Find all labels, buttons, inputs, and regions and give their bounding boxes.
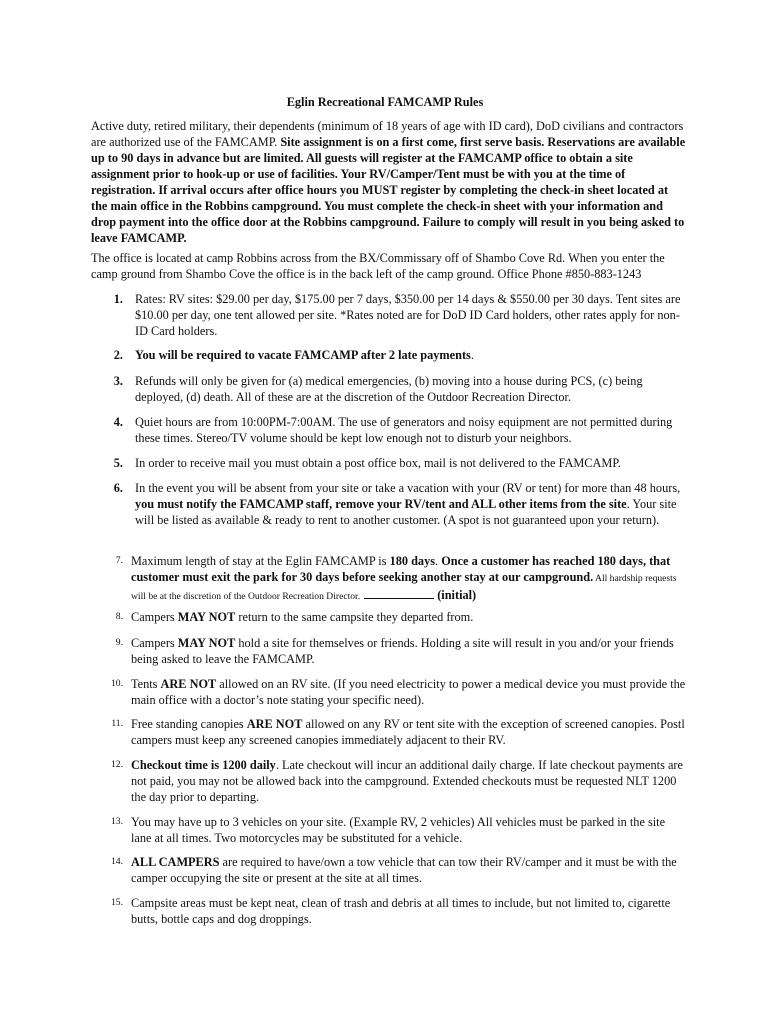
rule-text-part: Tents (131, 677, 161, 691)
rule-text-part: Free standing canopies (131, 717, 247, 731)
rule-text (135, 291, 687, 339)
rule-text-part: Maximum length of stay at the Eglin FAMCAMP is (131, 554, 390, 568)
rule-number: 13. (111, 816, 123, 827)
rule-text-part: Campers (131, 636, 178, 650)
rule-text-part: In order to receive mail you must obtain a post office box, mail is not delivered to the FAMCAMP. (135, 456, 621, 470)
rule-number: 10. (111, 678, 123, 689)
intro-text: Active duty, retired military, their dependents (minimum of 18 years of age with ID card), DoD civilians and contractors are authorized use of the FAMCAMP. (91, 119, 684, 149)
rule-number: 12. (111, 759, 123, 770)
rule-number: 1. (113, 292, 123, 306)
rule-text (135, 414, 687, 446)
rule-number: 4. (113, 415, 123, 429)
rule-text (131, 553, 687, 605)
rule-text-part: hold a site for themselves or friends. Holding a site will result in you and/or your friends being asked to leave the FAMCAMP. (131, 636, 674, 666)
rule-number: 2. (113, 348, 123, 362)
rule-text-bold: MAY NOT (177, 610, 236, 624)
rule-text-bold: you must notify the FAMCAMP staff, remove your RV/tent and ALL other items from the site (135, 497, 627, 511)
rule-text-part: . (435, 554, 442, 568)
rule-number: 5. (113, 456, 123, 470)
rule-text (135, 373, 687, 405)
rule-number: 8. (115, 611, 123, 622)
rule-text-part: . Late checkout will incur an additional daily charge. If late checkout payments are not paid, you may not be allowed back into the campground. Extended checkouts must be requested NLT 1200 the day prior to departing. (131, 758, 683, 804)
initial-blank-line[interactable] (364, 587, 434, 599)
rule-text-part: . (470, 348, 474, 362)
rule-text-bold: ARE NOT (246, 717, 303, 731)
rule-number: 9. (115, 637, 123, 648)
rule-text-bold: MAY NOT (177, 636, 236, 650)
rule-text (131, 716, 687, 748)
rule-text-part: Refunds will only be given for (a) medical emergencies, (b) moving into a house during PCS, (c) being deployed, (d) death. All of these are at the discretion of the Outdoor Recreation Director. (135, 374, 643, 404)
rule-text-part: allowed on an RV site. (If you need electricity to power a medical device you must provide the main office with a doctor’s note stating your specific need). (131, 677, 686, 707)
rule-text-bold: ALL CAMPERS (131, 855, 220, 869)
rule-text (131, 676, 687, 708)
intro-bold-text: Site assignment is on a first come, first serve basis. Reservations are available up to 90 days in advance but are limited. All guests will register at the FAMCAMP office to obtain a site assignment prior to hook-up or use of facilities. Your RV/Camper/Tent must be with you at the time of registration. If arrival occurs after office hours you MUST register by completing the check-in sheet located at the main office in the Robbins campground. You must complete the check-in sheet with your information and drop payment into the office door at the Robbins campground. Failure to comply will result in you being asked to leave FAMCAMP. (91, 135, 686, 245)
rule-text-part: Campsite areas must be kept neat, clean of trash and debris at all times to include, but not limited to, cigarette butts, bottle caps and dog droppings. (131, 896, 671, 926)
rule-text-part: Campers (131, 610, 178, 624)
rule-text-part: You may have up to 3 vehicles on your site. (Example RV, 2 vehicles) All vehicles must be parked in the site lane at all times. Two motorcycles may be substituted for a vehicle. (131, 815, 666, 845)
rule-text-part: Quiet hours are from 10:00PM-7:00AM. The use of generators and noisy equipment are not permitted during these times. Stereo/TV volume should be kept low enough not to disturb your neighbors. (135, 415, 673, 445)
rule-text (131, 609, 687, 625)
rule-text (131, 757, 687, 805)
rule-text (131, 895, 687, 927)
rule-text-bold: ARE NOT (160, 677, 217, 691)
rule-text-part: In the event you will be absent from your site or take a vacation with your (RV or tent) for more than 48 hours, (135, 481, 681, 495)
rule-number: 14. (111, 856, 123, 867)
rule-text-bold: 180 days (389, 554, 436, 568)
rule-text (131, 814, 687, 846)
initial-label: (initial) (437, 588, 477, 602)
rule-text-part: are required to have/own a tow vehicle that can tow their RV/camper and it must be with the camper occupying the site or present at the site at all times. (131, 855, 677, 885)
rule-text-part: return to the same campsite they departed from. (235, 610, 474, 624)
intro-paragraph-2: The office is located at camp Robbins across from the BX/Commissary off of Shambo Cove Rd. When you enter the camp ground from Shambo Cove the office is in the back left of the camp ground. Office Phone #850-883-1243 (91, 251, 665, 281)
rule-text-bold: Once a customer has reached 180 days, that customer must exit the park for 30 days before seeking another stay at our campground. (131, 554, 671, 584)
rule-number: 11. (111, 718, 123, 729)
rule-text-part: . Your site will be listed as available & ready to rent to another customer. (A spot is not guaranteed upon your return). (135, 497, 677, 527)
rule-number: 7. (115, 555, 123, 566)
rule-text (131, 635, 687, 667)
rule-text-bold: Checkout time is 1200 daily (131, 758, 276, 772)
rule-text-part: allowed on any RV or tent site with the exception of screened canopies. Postl campers must keep any screened canopies immediately adjacent to their RV. (131, 717, 685, 747)
rule-number: 6. (113, 481, 123, 495)
rule-text-small: All hardship requests will be at the discretion of the Outdoor Recreation Director. (131, 573, 677, 602)
rule-text-bold: You will be required to vacate FAMCAMP after 2 late payments (135, 348, 471, 362)
rule-text (135, 480, 687, 528)
rule-text (135, 455, 687, 471)
rule-text (131, 854, 687, 886)
document-title: Eglin Recreational FAMCAMP Rules (286, 95, 484, 109)
rule-number: 3. (113, 374, 123, 388)
rule-text-part: Rates: RV sites: $29.00 per day, $175.00 per 7 days, $350.00 per 14 days & $550.00 per 30 days. Tent sites are $10.00 per day, one tent allowed per site. *Rates noted are for DoD ID Card holders, other rates apply for non-ID Card holders. (135, 292, 681, 338)
rule-text (135, 347, 687, 363)
intro-paragraph-1 (91, 118, 687, 246)
rule-number: 15. (111, 897, 123, 908)
